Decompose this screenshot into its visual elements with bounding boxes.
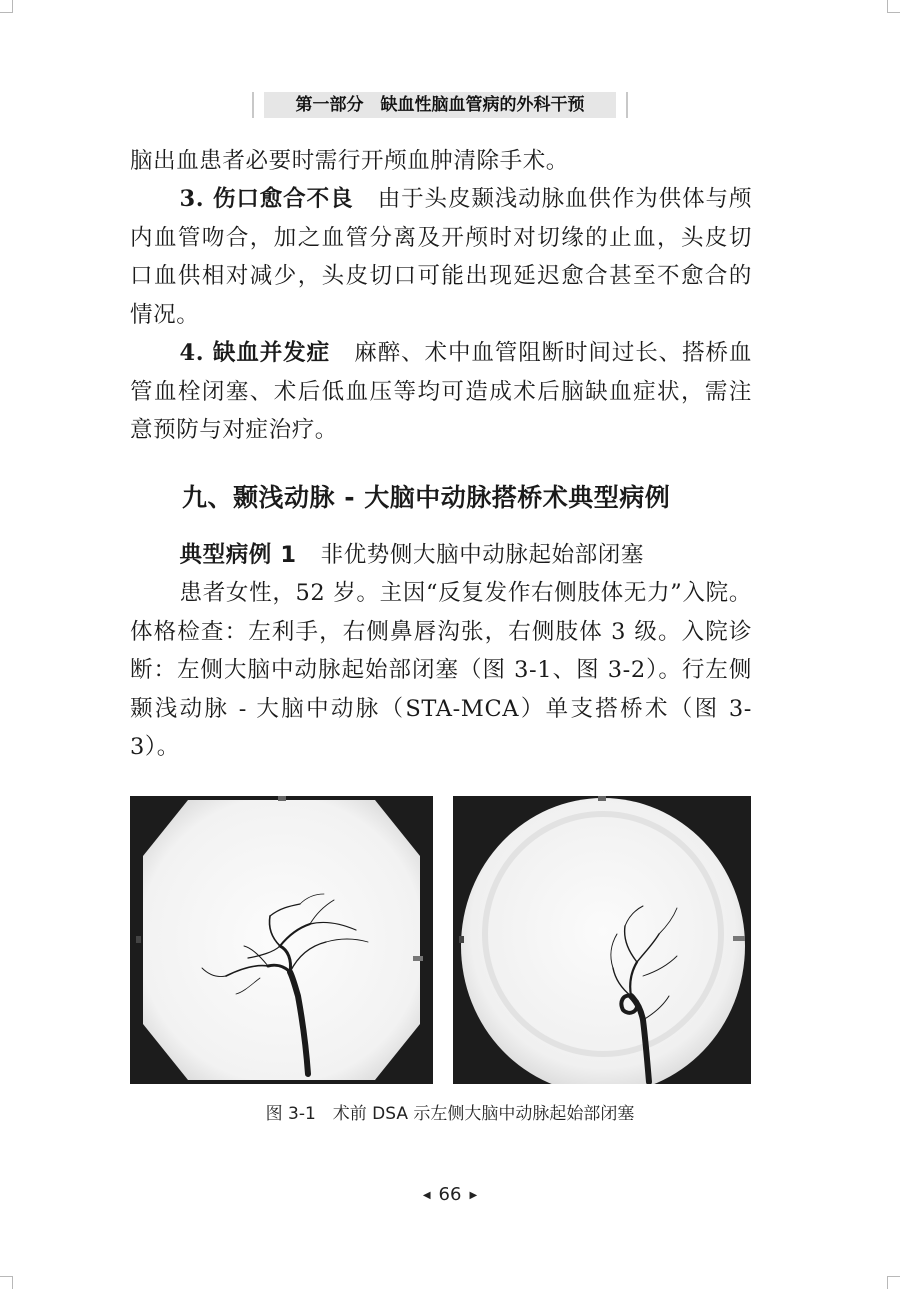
crop-mark bbox=[887, 0, 900, 13]
crop-mark bbox=[0, 1276, 13, 1289]
case-title: 非优势侧大脑中动脉起始部闭塞 bbox=[320, 542, 644, 568]
section-title: 九、颞浅动脉 - 大脑中动脉搭桥术典型病例 bbox=[182, 483, 671, 512]
header-divider bbox=[252, 92, 254, 118]
figure-caption: 图 3-1 术前 DSA 示左侧大脑中动脉起始部闭塞 bbox=[265, 1104, 635, 1124]
angiogram-image-frontal bbox=[453, 796, 751, 1084]
paragraph bbox=[130, 334, 752, 450]
case-label: 典型病例 1 bbox=[179, 542, 297, 568]
paragraph-heading: 3. 伤口愈合不良 bbox=[179, 186, 354, 212]
case-heading bbox=[130, 536, 752, 575]
paragraph-body: 由于头皮颞浅动脉血供作为供体与颅内血管吻合，加之血管分离及开颅时对切缘的止血，头皮切口血供相对减少，头皮切口可能出现延迟愈合甚至不愈合的情况。 bbox=[130, 186, 752, 328]
running-header: 第一部分 缺血性脑血管病的外科干预 bbox=[264, 92, 616, 118]
case-paragraph: 患者女性，52 岁。主因“反复发作右侧肢体无力”入院。体格检查：左利手，右侧鼻唇沟张，右侧肢体 3 级。入院诊断：左侧大脑中动脉起始部闭塞（图 3-1、图 3-2）。行左侧颞浅动脉 - 大脑中动脉（STA-MCA）单支搭桥术（图 3-3）。 bbox=[130, 580, 752, 760]
right-triangle-icon: ▶ bbox=[469, 1189, 478, 1201]
angiogram-image-lateral bbox=[130, 796, 433, 1084]
crop-mark bbox=[887, 1276, 900, 1289]
crop-mark bbox=[0, 0, 13, 13]
page-footer bbox=[0, 1184, 900, 1205]
paragraph: 脑出血患者必要时需行开颅血肿清除手术。 bbox=[130, 148, 569, 174]
header-divider bbox=[626, 92, 628, 118]
paragraph bbox=[130, 180, 752, 334]
left-triangle-icon: ◀ bbox=[422, 1189, 431, 1201]
paragraph-body: 麻醉、术中血管阻断时间过长、搭桥血管血栓闭塞、术后低血压等均可造成术后脑缺血症状，需注意预防与对症治疗。 bbox=[130, 340, 753, 443]
paragraph-heading: 4. 缺血并发症 bbox=[179, 340, 330, 366]
page-number: 66 bbox=[438, 1184, 462, 1205]
